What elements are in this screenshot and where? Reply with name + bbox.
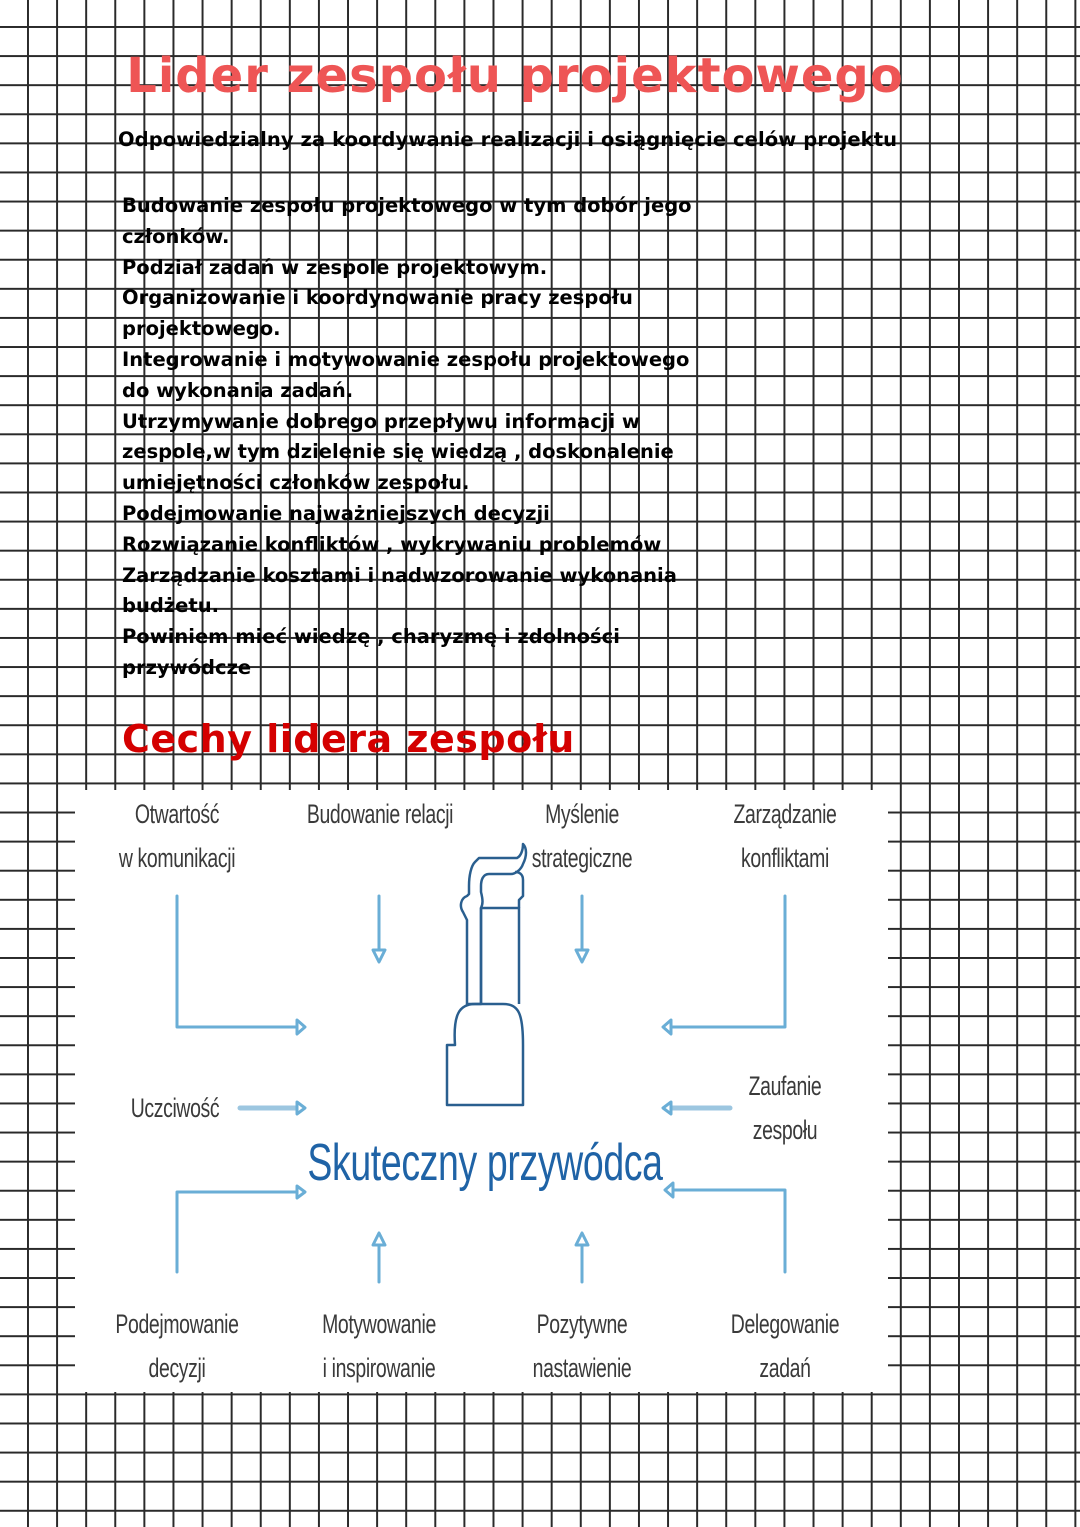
duty-line: Organizowanie i koordynowanie pracy zespołu (122, 286, 633, 310)
trait-label: i inspirowanie (322, 1353, 436, 1383)
duty-line: Rozwiązanie konfliktów , wykrywaniu problemów (122, 532, 662, 556)
trait-label: nastawienie (532, 1353, 632, 1383)
trait-label: Zaufanie (748, 1071, 822, 1101)
trait-label: Pozytywne (536, 1309, 628, 1339)
duty-line: członków. (122, 224, 230, 248)
arrow-top-left (177, 896, 303, 1027)
subtitle: Odpowiedzialny za koordywanie realizacji i osiągnięcie celów projektu (118, 128, 898, 151)
trait-team-trust (731, 1064, 839, 1152)
trait-label: Uczciwość (130, 1093, 220, 1123)
trait-positive-attitude (510, 1302, 654, 1390)
section-heading: Cechy lidera zespołu (122, 717, 575, 761)
page-title: Lider zespołu projektowego (126, 48, 904, 104)
chess-piece-icon (447, 844, 526, 1105)
trait-label: Myślenie (545, 799, 619, 829)
trait-motivating (307, 1302, 451, 1390)
duty-line: przywódcze (122, 655, 252, 679)
trait-openness (105, 792, 249, 880)
duty-line: Budowanie zespołu projektowego w tym dobór jego (122, 194, 692, 217)
trait-delegating (713, 1302, 857, 1390)
duty-line: Podział zadań w zespole projektowym. (122, 255, 548, 279)
trait-label: konfliktami (741, 843, 829, 873)
leader-traits-diagram (75, 790, 888, 1392)
trait-relationships (290, 792, 470, 836)
duty-line: Powiniem mieć wiedzę , charyzmę i zdolności (122, 625, 620, 649)
duties-list (122, 191, 722, 684)
trait-decision-making (105, 1302, 249, 1390)
trait-conflict-management (713, 792, 857, 880)
trait-label: w komunikacji (118, 843, 236, 873)
duty-line: umiejętności członków zespołu. (122, 471, 470, 495)
trait-label: zespołu (752, 1115, 818, 1145)
trait-honesty (121, 1086, 229, 1130)
duty-line: zespole,w tym dzielenie się wiedzą , doskonalenie (122, 440, 674, 464)
trait-label: Zarządzanie (733, 799, 837, 829)
duty-line: Integrowanie i motywowanie zespołu projektowego (122, 347, 690, 371)
trait-label: Delegowanie (730, 1309, 840, 1339)
duty-line: Podejmowanie najważniejszych decyzji (122, 501, 550, 525)
duty-line: Zarządzanie kosztami i nadwzorowanie wykonania (122, 563, 677, 587)
trait-label: zadań (759, 1353, 811, 1383)
center-label: Skuteczny przywódca (307, 1134, 663, 1192)
duty-line: do wykonania zadań. (122, 378, 354, 402)
trait-label: Motywowanie (322, 1309, 436, 1339)
trait-strategic-thinking (510, 792, 654, 880)
duty-line: Utrzymywanie dobrego przepływu informacji w (122, 409, 640, 433)
trait-label: decyzji (148, 1353, 206, 1383)
duty-line: budżetu. (122, 594, 219, 618)
trait-label: Otwartość (134, 799, 220, 829)
trait-label: Podejmowanie (115, 1309, 239, 1339)
duty-line: projektowego. (122, 317, 281, 341)
trait-label: Budowanie relacji (306, 799, 454, 829)
trait-label: strategiczne (531, 843, 633, 873)
